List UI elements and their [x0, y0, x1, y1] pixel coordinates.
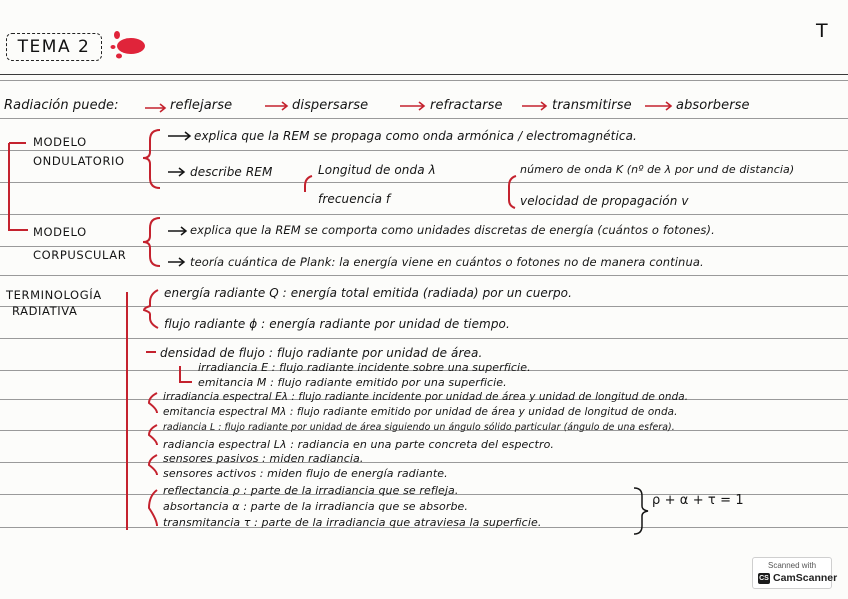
- corpuscular-point: teoría cuántica de Plank: la energía viene en cuántos o fotones no de manera continua.: [190, 255, 704, 269]
- term-definition: sensores pasivos : miden radiancia.: [163, 452, 364, 465]
- section-label: RADIATIVA: [12, 304, 78, 318]
- camscanner-logo-icon: CS: [759, 575, 769, 582]
- term-definition: absortancia α : parte de la irradiancia que se absorbe.: [163, 500, 468, 513]
- ondulatorio-point: explica que la REM se propaga como onda armónica / electromagnética.: [194, 129, 637, 143]
- page-title: TEMA 2: [6, 33, 102, 61]
- watermark-brand: CamScanner: [773, 572, 838, 584]
- term-definition: sensores activos : miden flujo de energía radiante.: [163, 467, 448, 480]
- term-definition: emitancia espectral Mλ : flujo radiante emitido por unidad de área y unidad de longitud de onda.: [163, 406, 678, 418]
- radiacion-item: absorberse: [676, 98, 750, 113]
- watermark-caption: Scanned with: [767, 561, 817, 570]
- term-definition: emitancia M : flujo radiante emitido por una superficie.: [198, 376, 507, 389]
- splash-doodle-icon: [111, 31, 146, 59]
- radiacion-item: transmitirse: [552, 98, 632, 113]
- camscanner-watermark: [752, 557, 838, 589]
- ondulatorio-sub: Longitud de onda λ: [318, 163, 436, 177]
- term-definition: transmitancia τ : parte de la irradiancia que atraviesa la superficie.: [163, 516, 542, 529]
- sum-equation: ρ + α + τ = 1: [652, 493, 744, 508]
- radiacion-item: reflejarse: [170, 98, 233, 113]
- section-label: MODELO: [33, 135, 87, 149]
- term-definition: densidad de flujo : flujo radiante por unidad de área.: [160, 346, 483, 360]
- ondulatorio-point: describe REM: [190, 165, 273, 179]
- term-definition: radiancia espectral Lλ : radiancia en una parte concreta del espectro.: [163, 438, 555, 451]
- corpuscular-point: explica que la REM se comporta como unidades discretas de energía (cuántos o fotones).: [190, 223, 715, 237]
- section-label: MODELO: [33, 225, 87, 239]
- term-definition: reflectancia ρ : parte de la irradiancia que se refleja.: [163, 484, 459, 497]
- radiacion-lead: Radiación puede:: [4, 98, 119, 113]
- ondulatorio-sub: velocidad de propagación v: [520, 194, 689, 208]
- term-definition: energía radiante Q : energía total emitida (radiada) por un cuerpo.: [164, 286, 573, 300]
- section-label: CORPUSCULAR: [33, 248, 127, 262]
- radiacion-item: dispersarse: [292, 98, 369, 113]
- term-definition: radiancia L : flujo radiante por unidad de área siguiendo un ángulo sólido particular (ángulo de una esfera).: [163, 422, 675, 433]
- corner-letter: T: [816, 20, 828, 42]
- term-definition: flujo radiante ϕ : energía radiante por unidad de tiempo.: [164, 317, 510, 331]
- section-label: TERMINOLOGÍA: [6, 288, 102, 302]
- ondulatorio-sub: frecuencia f: [318, 192, 391, 206]
- radiacion-item: refractarse: [430, 98, 503, 113]
- term-definition: irradiancia espectral Eλ : flujo radiante incidente por unidad de área y unidad de longitud de onda.: [163, 391, 689, 403]
- section-label: ONDULATORIO: [33, 154, 125, 168]
- ondulatorio-sub: número de onda K (nº de λ por und de distancia): [520, 163, 795, 176]
- term-definition: irradiancia E : flujo radiante incidente sobre una superficie.: [198, 361, 531, 374]
